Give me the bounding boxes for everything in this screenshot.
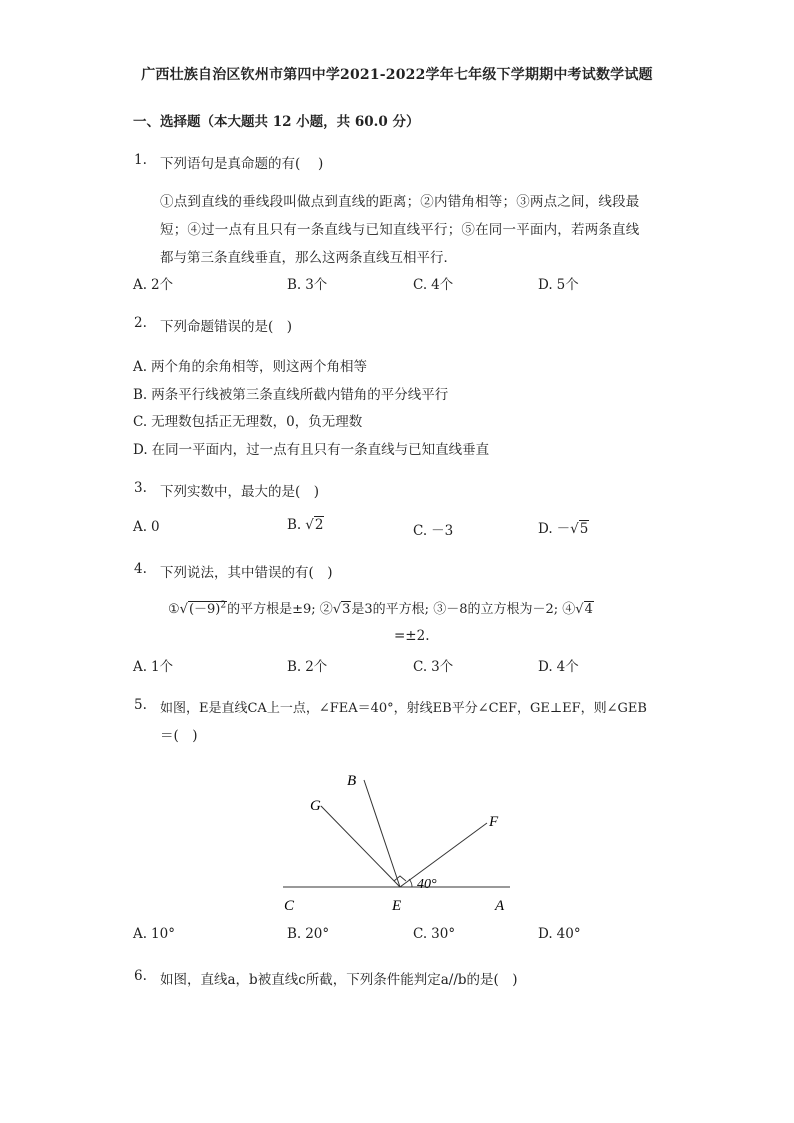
- section-header: 一、选择题（本大题共 12 小题，共 60.0 分）: [133, 114, 420, 130]
- q2-option-d: D. 在同一平面内，过一点有且只有一条直线与已知直线垂直: [133, 442, 490, 458]
- q5-option-b: B. 20°: [287, 926, 330, 942]
- angle-label: 40°: [417, 877, 437, 892]
- q4-option-c: C. 3个: [413, 659, 454, 675]
- label-g: G: [310, 798, 321, 814]
- q3-number: 3.: [134, 480, 147, 496]
- sqrt-2: √2: [305, 517, 324, 533]
- q1-option-b: B. 3个: [287, 277, 328, 293]
- q4-option-a: A. 1个: [133, 659, 174, 675]
- q5-option-d: D. 40°: [538, 926, 581, 942]
- q4-option-d: D. 4个: [538, 659, 579, 675]
- q3-option-d: D. －√5: [538, 521, 589, 537]
- ray-eb: [364, 780, 400, 887]
- sqrt-5: √5: [570, 521, 589, 537]
- sqrt-4: √4: [575, 602, 593, 617]
- page-title: 广西壮族自治区钦州市第四中学2021-2022学年七年级下学期期中考试数学试题: [141, 67, 653, 83]
- sqrt-neg9-squared: $√(-9)^2$: [179, 600, 227, 617]
- q4-stem: 下列说法，其中错误的有( ): [160, 565, 333, 581]
- q1-body-line2: 短；④过一点有且只有一条直线与已知直线平行；⑤在同一平面内，若两条直线: [160, 222, 640, 238]
- q2-number: 2.: [134, 315, 147, 331]
- ray-eg: [321, 806, 400, 887]
- q1-number: 1.: [134, 152, 147, 168]
- label-e: E: [392, 898, 402, 914]
- q1-body-line3: 都与第三条直线垂直，那么这两条直线互相平行．: [160, 250, 457, 266]
- label-b: B: [347, 773, 357, 789]
- q3-option-c: C. －3: [413, 523, 454, 539]
- q2-option-a: A. 两个角的余角相等，则这两个角相等: [133, 359, 368, 375]
- q1-option-c: C. 4个: [413, 277, 454, 293]
- right-angle-mark: [394, 876, 406, 881]
- q1-body-line1: ①点到直线的垂线段叫做点到直线的距离；②内错角相等；③两点之间，线段最: [160, 194, 640, 210]
- q5-stem-line2: ＝( ): [160, 728, 198, 744]
- q2-option-b: B. 两条平行线被第三条直线所截内错角的平分线平行: [133, 387, 449, 403]
- q4-option-b: B. 2个: [287, 659, 328, 675]
- angle-arc-40: [409, 879, 412, 887]
- q3-stem: 下列实数中，最大的是( ): [160, 484, 320, 500]
- q2-option-c: C. 无理数包括正无理数，0，负无理数: [133, 414, 363, 430]
- q4-statements-line1: $①√(-9)^2$的平方根是±9; ②√3是3的平方根; ③－8的立方根为－2; ④√4: [168, 598, 594, 617]
- q4-statements-line2: =±2.: [394, 628, 430, 644]
- q1-option-d: D. 5个: [538, 277, 579, 293]
- q5-number: 5.: [134, 697, 147, 713]
- q3-option-a: A. 0: [133, 519, 160, 535]
- q3-option-b: B. √2: [287, 517, 324, 533]
- q4-number: 4.: [134, 561, 147, 577]
- q5-option-a: A. 10°: [133, 926, 175, 942]
- q2-stem: 下列命题错误的是( ): [160, 319, 293, 335]
- ray-ef: [400, 823, 487, 887]
- q6-stem: 如图，直线a，b被直线c所截，下列条件能判定a//b的是( ): [160, 972, 518, 988]
- label-a: A: [495, 898, 505, 914]
- sqrt-3: √3: [332, 602, 351, 617]
- q5-figure: [0, 760, 794, 960]
- label-f: F: [489, 814, 499, 830]
- q5-option-c: C. 30°: [413, 926, 456, 942]
- q1-stem: 下列语句是真命题的有( ): [160, 156, 324, 172]
- q1-option-a: A. 2个: [133, 277, 174, 293]
- q6-number: 6.: [134, 968, 147, 984]
- label-c: C: [284, 898, 295, 914]
- q5-stem-line1: 如图，E是直线CA上一点，∠FEA＝40°，射线EB平分∠CEF，GE⊥EF，则∠GEB: [160, 701, 647, 716]
